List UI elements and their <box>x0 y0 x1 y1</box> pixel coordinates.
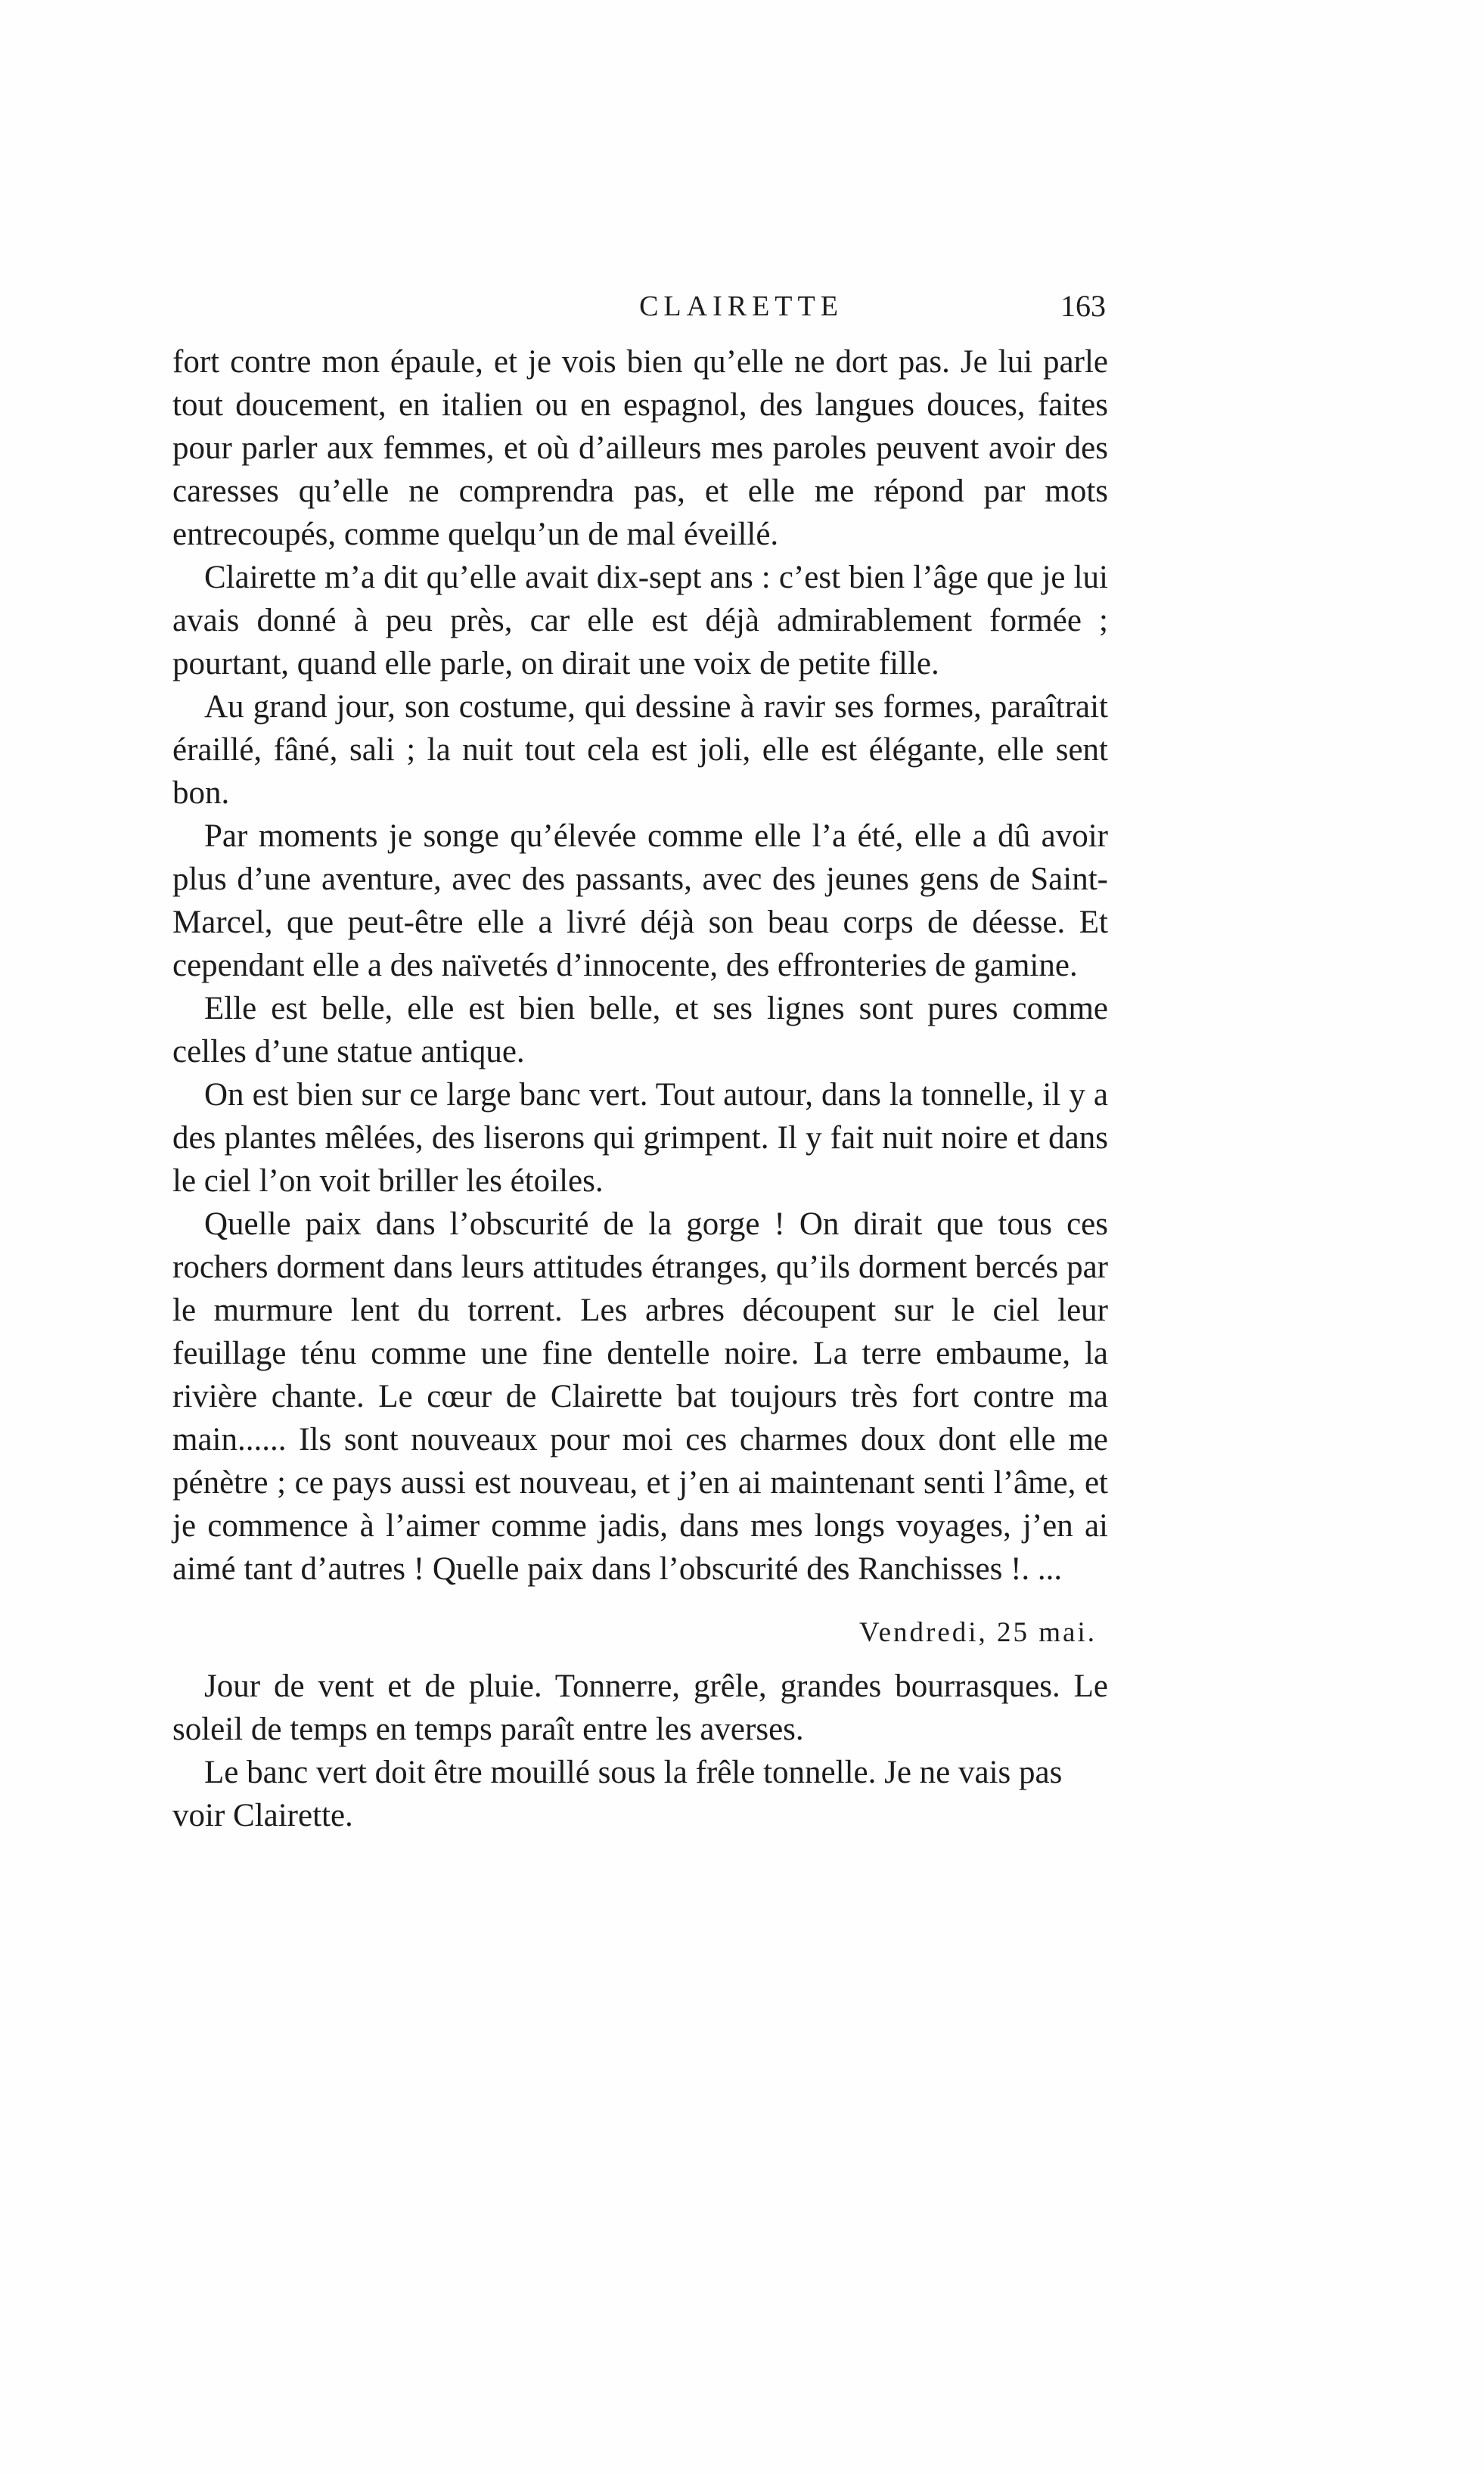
paragraph: Par moments je songe qu’élevée comme elle l’a été, elle a dû avoir plus d’une aventure, avec des passants, avec des jeunes gens de Saint-Marcel, que peut-être elle a livré déjà son beau corps de déesse. Et cependant elle a des naïvetés d’innocente, des effronteries de gamine. <box>172 818 1108 983</box>
paragraph: On est bien sur ce large banc vert. Tout autour, dans la tonnelle, il y a des plantes mêlées, des liserons qui grimpent. Il y fait nuit noire et dans le ciel l’on voit briller les étoiles. <box>172 1077 1108 1199</box>
paragraph: Au grand jour, son costume, qui dessine à ravir ses formes, paraîtrait éraillé, fâné, sali ; la nuit tout cela est joli, elle est élégante, elle sent bon. <box>172 689 1108 811</box>
running-title: CLAIRETTE <box>639 290 843 322</box>
paragraph-continued: fort contre mon épaule, et je vois bien qu’elle ne dort pas. Je lui parle tout doucement, en italien ou en espagnol, des langues douces, faites pour parler aux femmes, et où d’ailleurs mes paroles peuvent avoir des caresses qu’elle ne comprendra pas, et elle me répond par mots entrecoupés, comme quelqu’un de mal éveillé. <box>172 344 1108 552</box>
paragraph: Elle est belle, elle est bien belle, et ses lignes sont pures comme celles d’une statue antique. <box>172 991 1108 1069</box>
date-heading: Vendredi, 25 mai. <box>858 1617 1097 1648</box>
paragraph: Jour de vent et de pluie. Tonnerre, grêle, grandes bourrasques. Le soleil de temps en temps paraît entre les averses. <box>172 1668 1108 1747</box>
paragraph: Quelle paix dans l’obscurité de la gorge ! On dirait que tous ces rochers dorment dans leurs attitudes étranges, qu’ils dorment bercés par le murmure lent du torrent. Les arbres découpent sur le ciel leur feuillage ténu comme une fine dentelle noire. La terre embaume, la rivière chante. Le cœur de Clairette bat toujours très fort contre ma main...... Ils sont nouveaux pour moi ces charmes doux dont elle me pénètre ; ce pays aussi est nouveau, et j’en ai maintenant senti l’âme, et je commence à l’aimer comme jadis, dans mes longs voyages, j’en ai aimé tant d’autres ! Quelle paix dans l’obscurité des Ranchisses !. ... <box>172 1206 1108 1587</box>
body-text <box>172 340 1108 1837</box>
paragraph: Le banc vert doit être mouillé sous la frêle tonnelle. Je ne vais pas voir Clairette. <box>172 1755 1063 1833</box>
paragraph: Clairette m’a dit qu’elle avait dix-sept ans : c’est bien l’âge que je lui avais donné à peu près, car elle est déjà admirablement formée ; pourtant, quand elle parle, on dirait une voix de petite fille. <box>172 560 1108 681</box>
running-head <box>0 284 1484 329</box>
page-number: 163 <box>1060 289 1106 323</box>
